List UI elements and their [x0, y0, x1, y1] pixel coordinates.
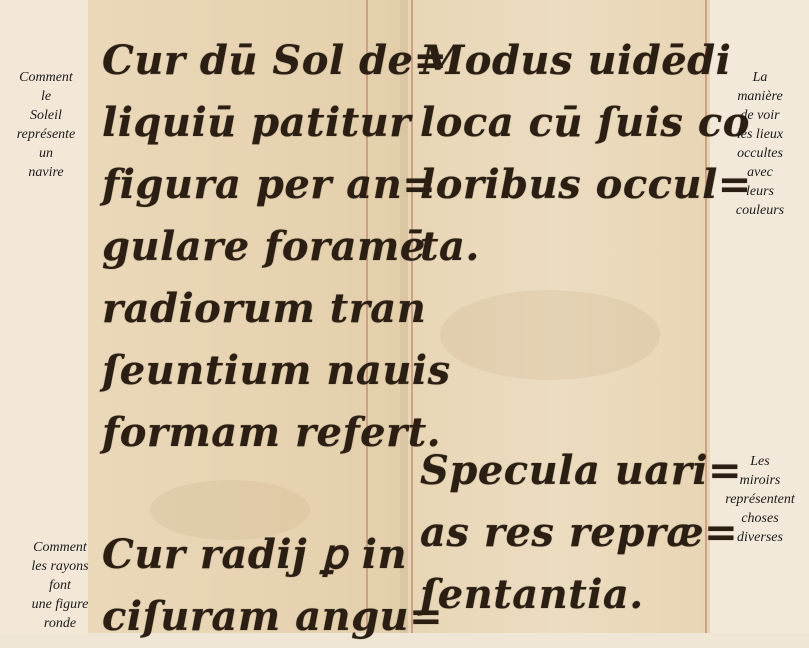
gloss-line: les lieux: [736, 127, 784, 142]
gloss-sun-ship: [6, 68, 86, 182]
gloss-line: diverses: [737, 530, 783, 545]
text-line: radiorum tran: [102, 285, 427, 332]
gloss-line: une figure: [31, 597, 89, 612]
left-passage-1: [102, 30, 451, 464]
text-line: ciſuram angu=: [102, 593, 444, 640]
gloss-line: font: [49, 578, 71, 593]
text-line: ſentantia.: [420, 571, 644, 618]
gloss-line: manière: [737, 89, 783, 104]
paper-stain: [440, 290, 660, 380]
gloss-line: choses: [741, 511, 779, 526]
gloss-round-figure: [20, 538, 100, 633]
gloss-line: leurs: [746, 184, 774, 199]
right-passage-1: [420, 30, 752, 278]
text-line: ſeuntium nauis: [102, 347, 451, 394]
gloss-line: Comment: [33, 540, 87, 555]
text-line: liquiū patitur: [102, 99, 411, 146]
text-line: gulare foramē: [102, 223, 426, 270]
gloss-line: miroirs: [739, 473, 781, 488]
text-line: Modus uidēdi: [420, 37, 732, 84]
gloss-line: avec: [747, 165, 773, 180]
gloss-line: de voir: [740, 108, 780, 123]
gloss-line: représente: [16, 127, 76, 142]
gloss-line: Les: [750, 454, 770, 469]
gloss-line: un: [39, 146, 53, 161]
gloss-line: Comment: [19, 70, 73, 85]
gloss-line: couleurs: [735, 203, 785, 218]
gloss-line: ronde: [43, 616, 77, 631]
text-line: loribus occul=: [420, 161, 752, 208]
gloss-line: occultes: [737, 146, 783, 161]
text-line: formam refert.: [102, 409, 442, 456]
gloss-line: Soleil: [30, 108, 62, 123]
gloss-hidden-places: [715, 68, 805, 220]
text-line: Specula uari=: [420, 447, 743, 494]
text-line: Cur radij ꝑ in: [102, 531, 408, 578]
left-passage-2: [102, 524, 443, 648]
text-line: loca cū ſuis co: [420, 99, 750, 146]
gloss-line: le: [40, 89, 52, 104]
text-line: Cur dū Sol de=: [102, 37, 448, 84]
gloss-line: navire: [28, 165, 64, 180]
gloss-mirrors: [713, 452, 807, 547]
gloss-line: La: [752, 70, 768, 85]
gloss-line: représentent: [725, 492, 795, 507]
gloss-line: les rayons: [31, 559, 89, 574]
text-line: ta.: [420, 223, 480, 270]
text-line: figura per an=: [102, 161, 437, 208]
text-line: as res repræ=: [420, 509, 739, 556]
right-passage-2: [420, 440, 742, 626]
